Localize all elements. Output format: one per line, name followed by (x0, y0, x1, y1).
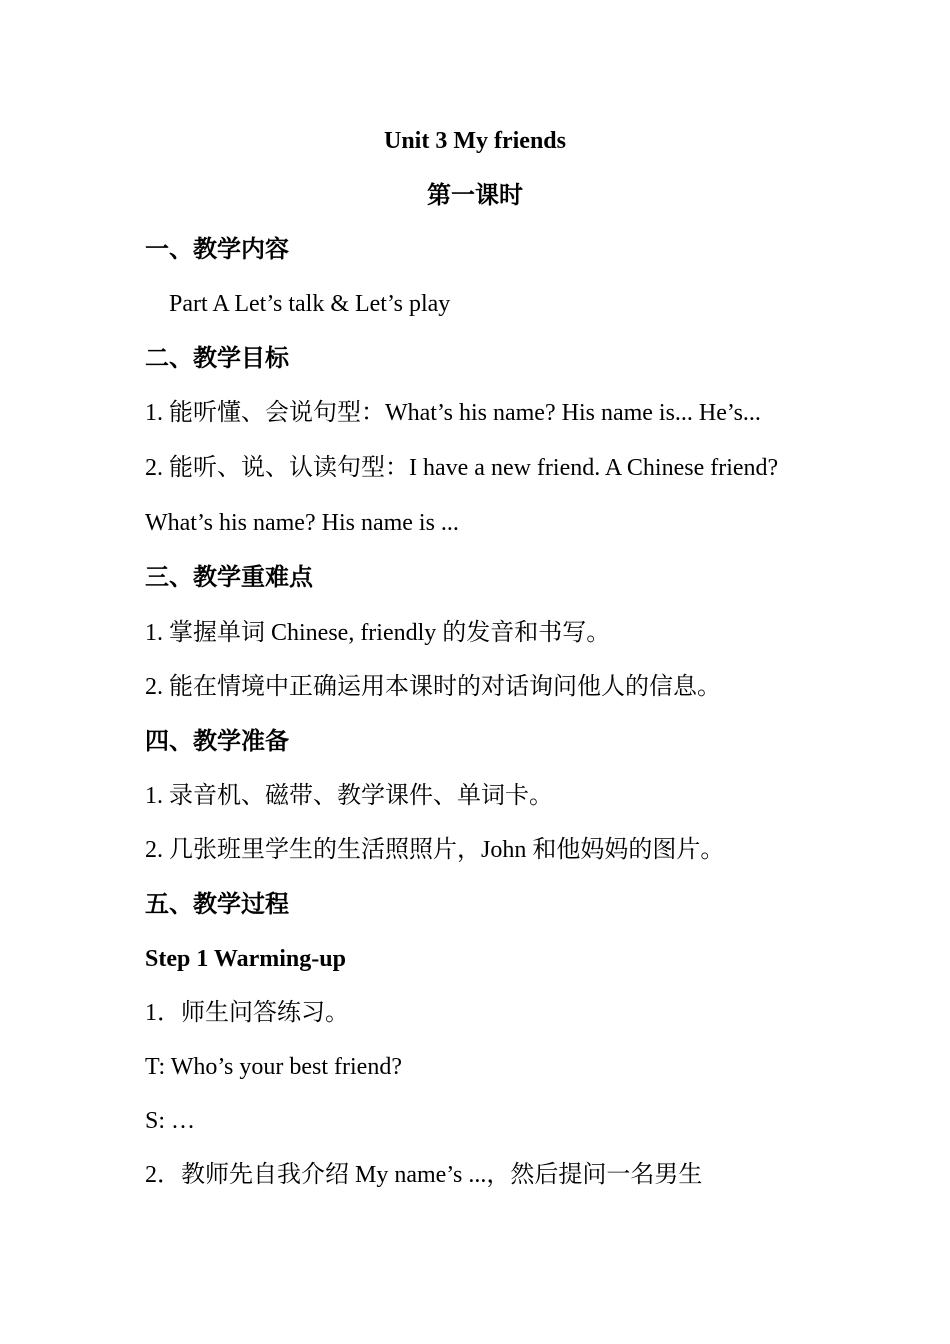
preparation-item-2: 2. 几张班里学生的生活照照片，John 和他妈妈的图片。 (145, 837, 725, 863)
key-point-item-1: 1. 掌握单词 Chinese, friendly 的发音和书写。 (145, 620, 611, 646)
step-1-item-1: 1．师生问答练习。 (145, 1000, 349, 1026)
document-title: Unit 3 My friends (384, 128, 566, 154)
objective-item-2: 2. 能听、说、认读句型：I have a new friend. A Chinese friend? (145, 455, 779, 481)
preparation-item-1: 1. 录音机、磁带、教学课件、单词卡。 (145, 783, 553, 809)
objective-item-2-continued: What’s his name? His name is ... (145, 510, 459, 536)
dialog-student-line: S: … (145, 1108, 196, 1134)
section-heading-content: 一、教学内容 (145, 237, 289, 263)
dialog-teacher-line: T: Who’s your best friend? (145, 1054, 402, 1080)
section-heading-preparation: 四、教学准备 (145, 729, 289, 755)
key-point-item-2: 2. 能在情境中正确运用本课时的对话询问他人的信息。 (145, 674, 721, 700)
objective-item-1: 1. 能听懂、会说句型：What’s his name? His name is... He’s... (145, 400, 761, 426)
section-heading-key-points: 三、教学重难点 (145, 565, 313, 591)
section-heading-objectives: 二、教学目标 (145, 346, 289, 372)
section-heading-process: 五、教学过程 (145, 892, 289, 918)
content-text: Part A Let’s talk & Let’s play (169, 291, 451, 317)
step-1-title: Step 1 Warming-up (145, 946, 346, 972)
step-1-item-2: 2．教师先自我介绍 My name’s ...，然后提问一名男生 (145, 1162, 703, 1188)
lesson-subtitle: 第一课时 (427, 183, 523, 209)
